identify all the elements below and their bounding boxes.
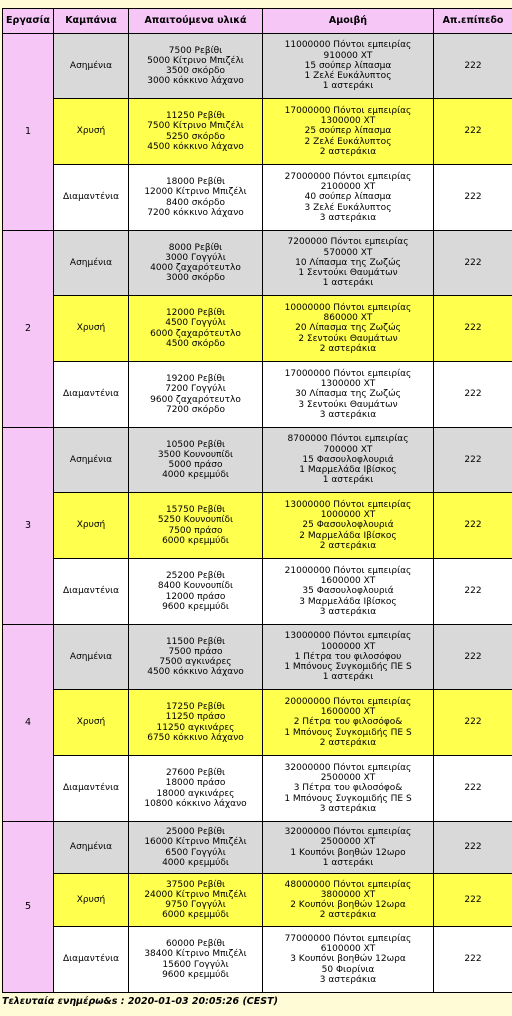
reward-cell xyxy=(263,99,434,165)
materials-cell xyxy=(129,625,263,690)
reward-cell xyxy=(263,493,434,559)
materials-cell xyxy=(129,34,263,99)
reward-line: 3 αστεράκια xyxy=(319,974,377,985)
reward-line: 1 Πέτρα του φιλοσόφου xyxy=(294,651,402,662)
material-line: 4000 κρεμμύδι xyxy=(162,857,229,868)
materials-cell xyxy=(129,99,263,165)
level-cell: 222 xyxy=(434,99,512,165)
materials-cell xyxy=(129,874,263,927)
materials-cell xyxy=(129,231,263,296)
reward-cell xyxy=(263,34,434,99)
material-line: 6000 ζαχαρότευτλο xyxy=(150,328,241,339)
reward-line: 32000000 Πόντοι εμπειρίας xyxy=(284,827,412,838)
reward-line: 1600000 ΧΤ xyxy=(320,576,376,587)
reward-line: 2500000 ΧΤ xyxy=(320,773,376,784)
material-line: 9600 ζαχαρότευτλο xyxy=(150,394,241,405)
reward-line: 1000000 ΧΤ xyxy=(320,510,376,521)
material-line: 3000 κόκκινο λάχανο xyxy=(147,76,244,87)
table-row xyxy=(3,756,512,822)
material-line: 7500 Ρεβίθι xyxy=(168,45,223,56)
reward-cell xyxy=(263,559,434,625)
materials-cell xyxy=(129,927,263,993)
reward-line: 25 Φασουλοφλουριά xyxy=(302,520,394,531)
task-number: 3 xyxy=(3,428,54,625)
material-line: 3000 σκόρδο xyxy=(165,273,225,284)
campaign-cell: Ασημένια xyxy=(54,822,129,874)
reward-line: 11000000 Πόντοι εμπειρίας xyxy=(284,40,412,51)
campaign-cell: Διαμαντένια xyxy=(54,362,129,428)
reward-cell xyxy=(263,362,434,428)
reward-line: 1 Μπόνους Συγκομιδής ΠΕ S xyxy=(284,793,412,804)
campaign-cell: Διαμαντένια xyxy=(54,559,129,625)
header-materials: Απαιτούμενα υλικά xyxy=(129,9,263,34)
reward-line: 2500000 ΧΤ xyxy=(320,837,376,848)
table-row xyxy=(3,822,512,874)
reward-line: 1300000 ΧΤ xyxy=(320,116,376,127)
materials-cell xyxy=(129,493,263,559)
campaign-cell: Διαμαντένια xyxy=(54,927,129,993)
material-line: 3500 σκόρδο xyxy=(165,66,225,76)
material-line: 7200 σκόρδο xyxy=(165,404,225,415)
material-line: 37500 Ρεβίθι xyxy=(165,879,226,890)
reward-line: 1 αστεράκι xyxy=(322,857,374,868)
reward-line: 32000000 Πόντοι εμπειρίας xyxy=(284,762,412,773)
reward-line: 3 Πέτρα του φιλοσόφο& xyxy=(293,783,403,794)
reward-line: 3 Σεντούκι Θαυμάτων xyxy=(298,399,398,410)
reward-line: 3 αστεράκια xyxy=(319,803,377,814)
material-line: 7200 Γογγύλι xyxy=(165,384,226,395)
reward-line: 1 Κουπόνι βοηθών 12ωρο xyxy=(290,847,406,858)
header-reward: Αμοιβή xyxy=(263,9,434,34)
material-line: 38400 Κίτρινο Μπιζέλι xyxy=(144,949,247,960)
materials-cell xyxy=(129,559,263,625)
table-row xyxy=(3,493,512,559)
material-line: 3500 Κουνουπίδι xyxy=(157,449,234,460)
task-number: 1 xyxy=(3,34,54,231)
table-row xyxy=(3,165,512,231)
header-campaign: Καμπάνια xyxy=(54,9,129,34)
reward-line: 17000000 Πόντοι εμπειρίας xyxy=(284,105,412,116)
material-line: 5000 Κίτρινο Μπιζέλι xyxy=(147,55,244,66)
reward-line: 17000000 Πόντοι εμπειρίας xyxy=(284,368,412,379)
reward-line: 2 αστεράκια xyxy=(319,343,377,354)
reward-line: 1 αστεράκι xyxy=(322,672,374,683)
material-line: 9750 Γογγύλι xyxy=(165,900,226,910)
level-cell: 222 xyxy=(434,559,512,625)
reward-line: 50 Φιορίνια xyxy=(321,964,375,975)
campaign-cell: Χρυσή xyxy=(54,296,129,362)
material-line: 4500 σκόρδο xyxy=(165,338,225,349)
campaign-cell: Χρυσή xyxy=(54,493,129,559)
reward-line: 13000000 Πόντοι εμπειρίας xyxy=(284,499,412,510)
material-line: 5250 Κουνουπίδι xyxy=(157,515,234,526)
material-line: 9600 κρεμμύδι xyxy=(162,969,229,980)
material-line: 6000 κρεμμύδι xyxy=(162,910,229,921)
materials-cell xyxy=(129,756,263,822)
reward-line: 2 αστεράκια xyxy=(319,737,377,748)
reward-line: 8700000 Πόντοι εμπειρίας xyxy=(287,434,409,445)
reward-line: 48000000 Πόντοι εμπειρίας xyxy=(284,879,412,890)
material-line: 11250 αγκινάρες xyxy=(156,722,235,733)
reward-line: 570000 ΧΤ xyxy=(323,247,373,258)
reward-line: 2 Κουπόνι βοηθών 12ωρα xyxy=(290,900,406,910)
reward-line: 40 σούπερ λίπασμα xyxy=(304,192,392,203)
table-row xyxy=(3,296,512,362)
table-row xyxy=(3,428,512,493)
reward-line: 25 σούπερ λίπασμα xyxy=(304,126,392,137)
material-line: 6000 κρεμμύδι xyxy=(162,535,229,546)
material-line: 4000 κρεμμύδι xyxy=(162,470,229,481)
reward-line: 2 αστεράκια xyxy=(319,540,377,551)
table-row xyxy=(3,362,512,428)
reward-cell xyxy=(263,927,434,993)
reward-line: 3800000 ΧΤ xyxy=(320,889,376,900)
table-row xyxy=(3,927,512,993)
reward-line: 20000000 Πόντοι εμπειρίας xyxy=(284,696,412,707)
material-line: 25000 Ρεβίθι xyxy=(165,827,226,838)
reward-cell xyxy=(263,165,434,231)
level-cell: 222 xyxy=(434,927,512,993)
campaign-cell: Ασημένια xyxy=(54,34,129,99)
material-line: 4500 κόκκινο λάχανο xyxy=(147,141,244,152)
reward-line: 2 αστεράκια xyxy=(319,910,377,921)
material-line: 11500 Ρεβίθι xyxy=(165,636,226,647)
reward-line: 1000000 ΧΤ xyxy=(320,641,376,652)
level-cell: 222 xyxy=(434,822,512,874)
header-row xyxy=(3,9,512,34)
reward-cell xyxy=(263,874,434,927)
reward-line: 2 Πέτρα του φιλοσόφο& xyxy=(293,717,403,728)
reward-line: 1 αστεράκι xyxy=(322,475,374,486)
level-cell: 222 xyxy=(434,493,512,559)
materials-cell xyxy=(129,165,263,231)
material-line: 12000 Κίτρινο Μπιζέλι xyxy=(144,187,247,198)
material-line: 3000 Γογγύλι xyxy=(165,252,226,263)
reward-line: 3 αστεράκια xyxy=(319,606,377,617)
reward-line: 2 Ζελέ Ευκάλυπτος xyxy=(304,136,392,147)
table-row xyxy=(3,34,512,99)
reward-line: 20 Λίπασμα της Ζωζώς xyxy=(295,323,401,334)
reward-line: 2100000 ΧΤ xyxy=(320,182,376,193)
material-line: 10800 κόκκινο λάχανο xyxy=(144,798,247,809)
reward-cell xyxy=(263,822,434,874)
last-updated: Τελευταία ενημέρω&s : 2020-01-03 20:05:26 (CEST) xyxy=(2,996,278,1007)
reward-cell xyxy=(263,231,434,296)
reward-line: 910000 ΧΤ xyxy=(323,50,373,61)
materials-cell xyxy=(129,822,263,874)
material-line: 6500 Γογγύλι xyxy=(165,847,226,858)
reward-cell xyxy=(263,756,434,822)
material-line: 4500 Γογγύλι xyxy=(165,318,226,329)
reward-line: 3 Μαρμελάδα Ιβίσκος xyxy=(299,596,397,607)
material-line: 7500 αγκινάρες xyxy=(159,657,232,667)
level-cell: 222 xyxy=(434,165,512,231)
reward-line: 1600000 ΧΤ xyxy=(320,707,376,718)
table-row xyxy=(3,874,512,927)
reward-line: 3 αστεράκια xyxy=(319,212,377,223)
level-cell: 222 xyxy=(434,34,512,99)
reward-line: 3 Κουπόνι βοηθών 12ωρα xyxy=(290,954,406,965)
task-number: 5 xyxy=(3,822,54,993)
reward-line: 10000000 Πόντοι εμπειρίας xyxy=(284,302,412,313)
reward-line: 13000000 Πόντοι εμπειρίας xyxy=(284,631,412,642)
material-line: 9600 κρεμμύδι xyxy=(162,601,229,612)
material-line: 18000 πράσο xyxy=(165,778,226,789)
campaign-cell: Διαμαντένια xyxy=(54,756,129,822)
reward-line: 2 αστεράκια xyxy=(319,146,377,157)
material-line: 17250 Ρεβίθι xyxy=(165,702,226,713)
material-line: 19200 Ρεβίθι xyxy=(165,374,226,385)
material-line: 15750 Ρεβίθι xyxy=(165,505,226,516)
level-cell: 222 xyxy=(434,874,512,927)
reward-line: 1 Μπόνους Συγκομιδής ΠΕ S xyxy=(284,662,412,673)
level-cell: 222 xyxy=(434,428,512,493)
material-line: 24000 Κίτρινο Μπιζέλι xyxy=(144,889,247,900)
material-line: 4000 ζαχαρότευτλο xyxy=(150,263,241,273)
materials-cell xyxy=(129,296,263,362)
material-line: 7200 κόκκινο λάχανο xyxy=(147,207,244,218)
material-line: 60000 Ρεβίθι xyxy=(165,939,226,950)
reward-line: 27000000 Πόντοι εμπειρίας xyxy=(284,171,412,182)
material-line: 7500 πράσο xyxy=(168,525,223,536)
table-row xyxy=(3,559,512,625)
material-line: 11250 Ρεβίθι xyxy=(165,111,226,122)
reward-line: 1 Μπόνους Συγκομιδής ΠΕ S xyxy=(284,727,412,738)
reward-line: 1300000 ΧΤ xyxy=(320,379,376,390)
campaign-cell: Ασημένια xyxy=(54,231,129,296)
material-line: 27600 Ρεβίθι xyxy=(165,768,226,779)
campaign-cell: Ασημένια xyxy=(54,428,129,493)
material-line: 7500 πράσο xyxy=(168,646,223,657)
reward-line: 7200000 Πόντοι εμπειρίας xyxy=(287,237,409,248)
materials-cell xyxy=(129,362,263,428)
level-cell: 222 xyxy=(434,231,512,296)
material-line: 4500 κόκκινο λάχανο xyxy=(147,667,244,678)
reward-line: 6100000 ΧΤ xyxy=(320,944,376,955)
reward-line: 1 Ζελέ Ευκάλυπτος xyxy=(304,71,392,82)
header-level: Απ.επίπεδο xyxy=(434,9,512,34)
reward-line: 3 αστεράκια xyxy=(319,409,377,420)
material-line: 16000 Κίτρινο Μπιζέλι xyxy=(144,837,247,848)
reward-line: 1 Μαρμελάδα Ιβίσκος xyxy=(299,465,397,476)
table-row xyxy=(3,690,512,756)
table-row xyxy=(3,99,512,165)
materials-cell xyxy=(129,428,263,493)
level-cell: 222 xyxy=(434,296,512,362)
material-line: 18000 Ρεβίθι xyxy=(165,177,226,188)
reward-line: 2 Σεντούκι Θαυμάτων xyxy=(298,333,398,344)
reward-line: 1 αστεράκι xyxy=(322,81,374,92)
material-line: 18000 αγκινάρες xyxy=(156,788,235,799)
material-line: 7500 Κίτρινο Μπιζέλι xyxy=(147,121,244,132)
material-line: 11250 πράσο xyxy=(165,712,226,723)
material-line: 8400 Κουνουπίδι xyxy=(157,581,234,592)
reward-line: 15 σούπερ λίπασμα xyxy=(304,60,392,71)
material-line: 12000 πράσο xyxy=(165,591,226,602)
level-cell: 222 xyxy=(434,756,512,822)
reward-cell xyxy=(263,428,434,493)
campaign-cell: Διαμαντένια xyxy=(54,165,129,231)
reward-line: 30 Λίπασμα της Ζωζώς xyxy=(295,389,401,400)
header-task: Εργασία xyxy=(3,9,54,34)
reward-cell xyxy=(263,625,434,690)
reward-line: 3 Ζελέ Ευκάλυπτος xyxy=(304,202,392,213)
level-cell: 222 xyxy=(434,690,512,756)
materials-cell xyxy=(129,690,263,756)
campaign-cell: Χρυσή xyxy=(54,874,129,927)
reward-cell xyxy=(263,690,434,756)
task-number: 4 xyxy=(3,625,54,822)
reward-line: 21000000 Πόντοι εμπειρίας xyxy=(284,565,412,576)
reward-line: 1 Σεντούκι Θαυμάτων xyxy=(298,268,398,279)
reward-line: 77000000 Πόντοι εμπειρίας xyxy=(284,933,412,944)
campaign-cell: Ασημένια xyxy=(54,625,129,690)
material-line: 8000 Ρεβίθι xyxy=(168,242,223,253)
material-line: 15600 Γογγύλι xyxy=(162,959,229,970)
reward-cell xyxy=(263,296,434,362)
reward-line: 10 Λίπασμα της Ζωζώς xyxy=(295,257,401,268)
table-body xyxy=(3,34,512,993)
level-cell: 222 xyxy=(434,625,512,690)
reward-line: 860000 ΧΤ xyxy=(323,313,373,324)
material-line: 10500 Ρεβίθι xyxy=(165,439,226,450)
tasks-table xyxy=(2,8,512,993)
task-number: 2 xyxy=(3,231,54,428)
reward-line: 700000 ΧΤ xyxy=(323,444,373,455)
reward-line: 15 Φασουλοφλουριά xyxy=(302,454,394,465)
reward-line: 1 αστεράκι xyxy=(322,278,374,289)
material-line: 6750 κόκκινο λάχανο xyxy=(147,732,244,743)
campaign-cell: Χρυσή xyxy=(54,690,129,756)
campaign-cell: Χρυσή xyxy=(54,99,129,165)
material-line: 12000 Ρεβίθι xyxy=(165,308,226,319)
material-line: 5250 σκόρδο xyxy=(165,131,225,142)
material-line: 5000 πράσο xyxy=(168,460,223,470)
table-row xyxy=(3,625,512,690)
material-line: 8400 σκόρδο xyxy=(165,197,225,208)
reward-line: 35 Φασουλοφλουριά xyxy=(302,586,394,597)
material-line: 25200 Ρεβίθι xyxy=(165,571,226,582)
reward-line: 2 Μαρμελάδα Ιβίσκος xyxy=(299,530,397,541)
level-cell: 222 xyxy=(434,362,512,428)
table-row xyxy=(3,231,512,296)
